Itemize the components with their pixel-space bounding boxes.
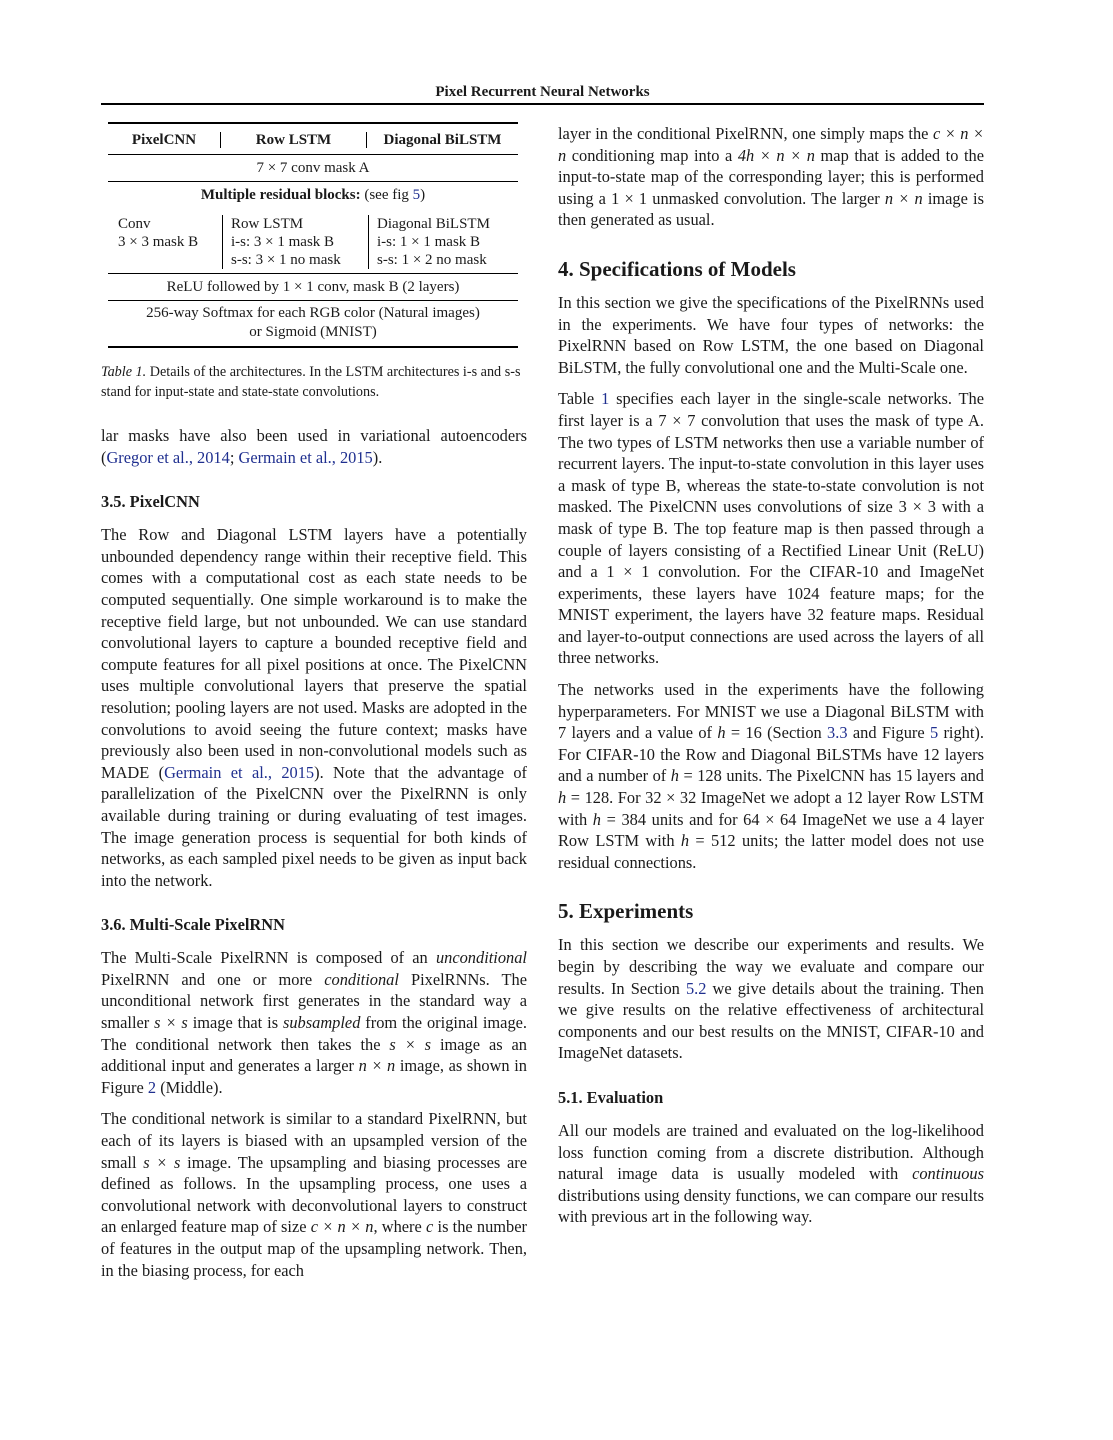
caption-text: Details of the architectures. In the LSTM architectures i-s and s-s stand for input-state and state-state convolutions.	[101, 364, 521, 400]
block-cell-row-lstm	[223, 215, 368, 269]
figure-ref-link[interactable]: 2	[147, 1077, 157, 1097]
citation-link[interactable]: Germain et al., 2015	[238, 447, 373, 467]
section-heading-3-5: 3.5. PixelCNN	[101, 492, 200, 512]
residual-note-prefix: (see fig	[364, 187, 413, 203]
citation-link[interactable]: Germain et al., 2015	[164, 762, 315, 782]
table-bottom-rule	[108, 346, 518, 348]
cell-line: Conv	[118, 216, 151, 232]
running-title: Pixel Recurrent Neural Networks	[435, 84, 650, 100]
figure-ref-link[interactable]: 5	[929, 723, 939, 743]
cell-line: 3 × 3 mask B	[118, 234, 199, 250]
residual-note-suffix: )	[420, 187, 426, 203]
table-header-row	[108, 124, 518, 154]
block-cell-pixelcnn	[108, 215, 222, 269]
table-row-relu	[108, 274, 518, 300]
paragraph: lar masks have also been used in variational autoencoders (Gregor et al., 2014; Germain et al., 2015).	[101, 426, 527, 467]
col-header-row-lstm: Row LSTM	[255, 132, 332, 148]
paragraph: All our models are trained and evaluated on the log-likelihood loss function coming from a discrete distribution. Although natural image data is usually modeled with continuous distributions using density functions, we can compare our results with previous art in the following way.	[558, 1120, 984, 1227]
output-line-2: or Sigmoid (MNIST)	[249, 324, 377, 340]
relu-text: ReLU followed by 1 × 1 conv, mask B (2 layers)	[166, 279, 460, 295]
table-caption	[101, 362, 527, 402]
left-column	[101, 425, 527, 1281]
table-ref-link[interactable]: 1	[601, 389, 610, 409]
section-ref-link[interactable]: 5.2	[685, 978, 707, 998]
cell-line: s-s: 1 × 2 no mask	[377, 252, 487, 268]
paragraph: The networks used in the experiments have the following hyperparameters. For MNIST we use a Diagonal BiLSTM with 7 layers and a value of h = 16 (Section 3.3 and Figure 5 right). For CIFAR-10 the Row and Diagonal BiLSTMs have 12 layers and a number of h = 128 units. The PixelCNN has 15 layers and h = 128. For 32 × 32 ImageNet we adopt a 12 layer Row LSTM with h = 384 units and for 64 × 64 ImageNet we use a 4 layer Row LSTM with h = 512 units; the latter model does not use residual connections.	[558, 680, 984, 872]
figure-ref-link[interactable]: 5	[412, 187, 421, 203]
paragraph: In this section we describe our experiments and results. We begin by describing the way we evaluate and compare our results. In Section 5.2 we give details about the training. Then we give results on the relative effectiveness of architectural components and our best results on the MNIST, CIFAR-10 and ImageNet datasets.	[558, 935, 984, 1063]
output-line-1: 256-way Softmax for each RGB color (Natural images)	[146, 305, 480, 321]
paragraph: Table 1 specifies each layer in the single-scale networks. The first layer is a 7 × 7 convolution that uses the mask of type A. The two types of LSTM networks then use a variable number of recurrent layers. The input-to-state convolution in this layer uses a mask of type B, whereas the state-to-state convolution is not masked. The PixelCNN uses convolutions of size 3 × 3 with a mask of type B. The top feature map is then passed through a couple of layers consisting of a Rectified Linear Unit (ReLU) and a 1 × 1 convolution. For the CIFAR-10 and ImageNet experiments, these layers have 1024 feature maps; for the MNIST experiment, the layers have 32 feature maps. Residual and layer-to-output connections are used across the layers of all three networks.	[558, 389, 984, 668]
col-header-diagonal-bilstm: Diagonal BiLSTM	[383, 132, 502, 148]
paragraph: The Multi-Scale PixelRNN is composed of an unconditional PixelRNN and one or more conditional PixelRNNs. The unconditional network first generates in the standard way a smaller s × s image that is subsampled from the original image. The conditional network then takes the s × s image as an additional input and generates a larger n × n image, as shown in Figure 2 (Middle).	[101, 948, 528, 1097]
right-column	[558, 123, 984, 1228]
table-row-first-layer	[108, 155, 518, 181]
table-row-residual	[108, 182, 518, 215]
cell-line: s-s: 3 × 1 no mask	[231, 252, 341, 268]
table-row-output	[108, 301, 518, 346]
paragraph: The Row and Diagonal LSTM layers have a potentially unbounded dependency range within their receptive field. This comes with a computational cost as each state needs to be computed sequentially. One simple workaround is to make the receptive field large, but not unbounded. We can use standard convolutional layers to capture a bounded receptive field and compute features for all pixel positions at once. The PixelCNN uses multiple convolutional layers that preserve the spatial resolution; pooling layers are not used. Masks are adopted in the convolutions to avoid seeing the future context; masks have previously also been used in non-convolutional models such as MADE (Germain et al., 2015). Note that the advantage of parallelization of the PixelCNN over the PixelRNN is only available during training or during evaluating of test images. The image generation process is sequential for both kinds of networks, as each sampled pixel needs to be given as input back into the network.	[101, 525, 527, 890]
block-cell-diagonal-bilstm	[369, 215, 518, 269]
section-ref-link[interactable]: 3.3	[827, 723, 848, 743]
section-heading-3-6: 3.6. Multi-Scale PixelRNN	[101, 915, 285, 935]
cell-line: Row LSTM	[231, 216, 304, 232]
section-heading-4: 4. Specifications of Models	[558, 256, 796, 281]
section-heading-5: 5. Experiments	[558, 899, 694, 924]
cell-line: Diagonal BiLSTM	[377, 216, 490, 232]
first-layer-text: 7 × 7 conv mask A	[256, 160, 370, 176]
cell-line: i-s: 1 × 1 mask B	[377, 234, 481, 250]
architecture-table	[108, 122, 518, 348]
residual-label: Multiple residual blocks:	[200, 187, 361, 203]
citation-link[interactable]: Gregor et al., 2014	[106, 447, 230, 467]
caption-label: Table 1.	[101, 364, 147, 380]
col-header-pixelcnn: PixelCNN	[131, 132, 197, 148]
paragraph: The conditional network is similar to a standard PixelRNN, but each of its layers is biased with an upsampled version of the small s × s image. The upsampling and biasing processes are defined as follows. In the upsampling process, one uses a convolutional network with deconvolutional layers to construct an enlarged feature map of size c × n × n, where c is the number of features in the output map of the upsampling network. Then, in the biasing process, for each	[101, 1109, 528, 1280]
paragraph: layer in the conditional PixelRNN, one simply maps the c × n × n conditioning map into a 4h × n × n map that is added to the input-to-state map of the corresponding layer; this is performed using a 1 × 1 unmasked convolution. The larger n × n image is then generated as usual.	[558, 124, 984, 230]
paragraph: In this section we give the specifications of the PixelRNNs used in the experiments. We have four types of networks: the PixelRNN based on Row LSTM, the one based on Diagonal BiLSTM, the fully convolutional one and the Multi-Scale one.	[558, 292, 984, 377]
cell-line: i-s: 3 × 1 mask B	[231, 234, 335, 250]
table-row-blocks	[108, 215, 518, 273]
header-rule	[101, 103, 984, 105]
section-heading-5-1: 5.1. Evaluation	[558, 1087, 664, 1107]
